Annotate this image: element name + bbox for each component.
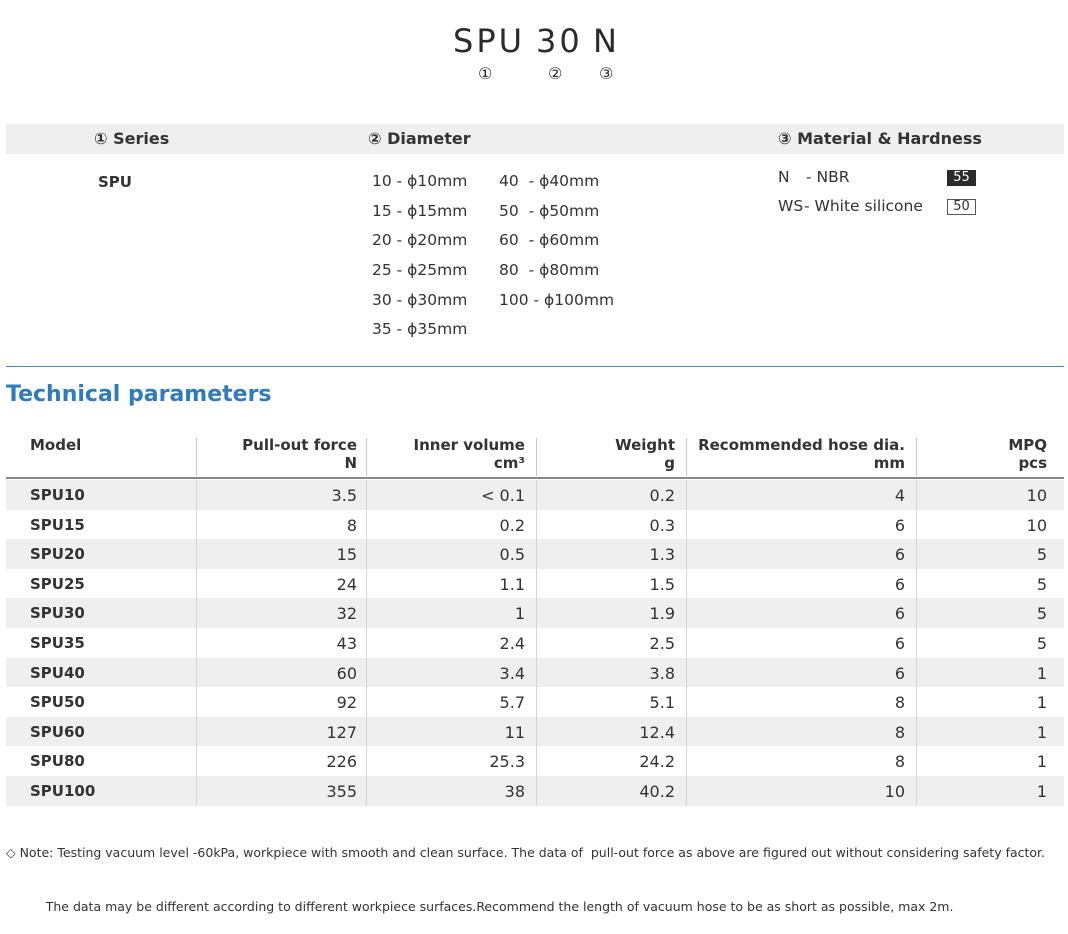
header-inner-volume [370, 436, 525, 472]
cell-model: SPU50 [30, 693, 85, 712]
column-separator [686, 539, 687, 569]
cell-weight: 40.2 [639, 782, 675, 801]
column-separator [366, 776, 367, 806]
column-separator [536, 746, 537, 776]
column-separator [686, 717, 687, 747]
cell-inner-volume: 11 [504, 722, 525, 742]
cell-hose-dia: 6 [894, 663, 905, 683]
cell-mpq: 10 [1026, 486, 1047, 505]
hardness-badge: 55 [947, 170, 976, 186]
column-separator [536, 687, 537, 717]
header-label: Model [30, 436, 82, 454]
cell-pull-out-force: 8 [346, 515, 357, 535]
cell-hose-dia: 8 [894, 722, 905, 742]
column-separator [536, 628, 537, 658]
column-separator [536, 510, 537, 540]
code-number-3: ③ [599, 64, 614, 83]
cell-inner-volume: 25.3 [489, 752, 525, 772]
cell-inner-volume: 5.7 [499, 693, 525, 713]
column-separator [196, 510, 197, 540]
header-separator [536, 438, 537, 476]
column-separator [196, 569, 197, 599]
table-row [6, 687, 1064, 717]
column-separator [366, 569, 367, 599]
cell-hose-dia: 8 [894, 752, 905, 772]
footnote-line-2: The data may be different according to different workpiece surfaces.Recommend the length of vacuum hose to be as short as possible, max 2m. [6, 899, 954, 914]
header-model [30, 436, 81, 454]
column-separator [536, 658, 537, 688]
material-code: N [778, 168, 790, 186]
column-separator [536, 539, 537, 569]
diameter-item: 35 - ϕ35mm [372, 320, 468, 338]
column-separator [686, 510, 687, 540]
cell-hose-dia: 6 [894, 545, 905, 565]
header-pull-out-force [200, 436, 357, 472]
material-code: WS [778, 197, 804, 215]
cell-pull-out-force: 355 [326, 782, 357, 801]
column-separator [366, 717, 367, 747]
table-row [6, 539, 1064, 569]
header-hose-dia [690, 436, 905, 472]
column-separator [366, 746, 367, 776]
cell-mpq: 5 [1036, 545, 1047, 565]
column-separator [196, 776, 197, 806]
diameter-heading: ② Diameter [368, 129, 471, 148]
column-separator [916, 658, 917, 688]
section-title: Technical parameters [6, 382, 272, 407]
header-separator [916, 438, 917, 476]
column-separator [366, 539, 367, 569]
column-separator [366, 658, 367, 688]
cell-weight: 5.1 [649, 693, 675, 713]
column-separator [686, 746, 687, 776]
section-divider [6, 366, 1064, 367]
cell-mpq: 1 [1036, 782, 1047, 801]
cell-mpq: 1 [1036, 693, 1047, 713]
cell-hose-dia: 6 [894, 634, 905, 653]
column-separator [536, 480, 537, 510]
diameter-item: 100 - ϕ100mm [499, 291, 615, 309]
product-code [0, 22, 1068, 92]
table-row [6, 658, 1064, 688]
column-separator [686, 628, 687, 658]
column-separator [686, 480, 687, 510]
column-separator [196, 598, 197, 628]
header-mpq [920, 436, 1047, 472]
column-separator [196, 687, 197, 717]
cell-mpq: 5 [1036, 604, 1047, 624]
column-separator [366, 598, 367, 628]
column-separator [916, 539, 917, 569]
cell-mpq: 1 [1036, 752, 1047, 772]
diameter-item: 40 - ϕ40mm [499, 172, 600, 190]
cell-pull-out-force: 3.5 [331, 486, 357, 505]
column-separator [536, 717, 537, 747]
cell-weight: 0.2 [649, 486, 675, 505]
column-separator [686, 598, 687, 628]
column-separator [916, 480, 917, 510]
column-separator [196, 539, 197, 569]
series-value: SPU [98, 173, 132, 191]
code-material: N [593, 22, 620, 60]
column-separator [916, 569, 917, 599]
header-label: MPQ [1008, 436, 1047, 454]
column-separator [916, 717, 917, 747]
table-row [6, 510, 1064, 540]
column-separator [366, 480, 367, 510]
cell-weight: 1.5 [649, 574, 675, 594]
header-separator [366, 438, 367, 476]
table-row [6, 628, 1064, 658]
cell-mpq: 1 [1036, 722, 1047, 742]
column-separator [366, 510, 367, 540]
cell-weight: 24.2 [639, 752, 675, 772]
diameter-item: 20 - ϕ20mm [372, 231, 468, 249]
column-separator [686, 687, 687, 717]
cell-inner-volume: 38 [504, 782, 525, 801]
cell-pull-out-force: 43 [336, 634, 357, 653]
cell-hose-dia: 4 [894, 486, 905, 505]
header-separator [196, 438, 197, 476]
cell-hose-dia: 6 [894, 604, 905, 624]
column-separator [366, 687, 367, 717]
cell-pull-out-force: 60 [336, 663, 357, 683]
cell-model: SPU100 [30, 782, 96, 800]
cell-mpq: 10 [1026, 515, 1047, 535]
cell-inner-volume: 0.2 [499, 515, 525, 535]
cell-pull-out-force: 92 [336, 693, 357, 713]
cell-pull-out-force: 226 [326, 752, 357, 772]
cell-hose-dia: 6 [894, 574, 905, 594]
cell-weight: 1.9 [649, 604, 675, 624]
code-number-2: ② [548, 64, 563, 83]
cell-hose-dia: 10 [884, 782, 905, 801]
column-separator [686, 776, 687, 806]
header-label: Inner volume [413, 436, 525, 454]
column-separator [916, 746, 917, 776]
cell-inner-volume: 1.1 [499, 574, 525, 594]
column-separator [916, 687, 917, 717]
cell-model: SPU60 [30, 722, 85, 741]
code-number-1: ① [478, 64, 493, 83]
cell-inner-volume: 3.4 [499, 663, 525, 683]
column-separator [916, 628, 917, 658]
cell-model: SPU25 [30, 574, 85, 593]
column-separator [196, 480, 197, 510]
column-separator [196, 746, 197, 776]
cell-pull-out-force: 32 [336, 604, 357, 624]
table-row [6, 569, 1064, 599]
header-unit: mm [873, 454, 905, 472]
cell-weight: 2.5 [649, 634, 675, 653]
cell-mpq: 5 [1036, 574, 1047, 594]
cell-hose-dia: 6 [894, 515, 905, 535]
material-name: - White silicone [804, 197, 923, 215]
cell-model: SPU40 [30, 663, 85, 682]
header-separator [686, 438, 687, 476]
table-row [6, 776, 1064, 806]
diameter-item: 30 - ϕ30mm [372, 291, 468, 309]
diameter-item: 10 - ϕ10mm [372, 172, 468, 190]
column-separator [536, 598, 537, 628]
header-unit: pcs [1018, 454, 1047, 472]
cell-mpq: 5 [1036, 634, 1047, 653]
header-rule [6, 477, 1064, 479]
header-label: Pull-out force [242, 436, 357, 454]
column-separator [916, 598, 917, 628]
cell-weight: 1.3 [649, 545, 675, 565]
code-diameter: 30 [536, 22, 583, 60]
footnote-line-1: ◇ Note: Testing vacuum level -60kPa, workpiece with smooth and clean surface. The data of pull-out force as above are figured out without considering safety factor. [6, 845, 1046, 860]
cell-inner-volume: 2.4 [499, 634, 525, 653]
diameter-item: 50 - ϕ50mm [499, 202, 600, 220]
table-row [6, 480, 1064, 510]
header-label: Recommended hose dia. [698, 436, 905, 454]
table-row [6, 717, 1064, 747]
cell-inner-volume: 1 [514, 604, 525, 624]
cell-pull-out-force: 127 [326, 722, 357, 742]
cell-model: SPU15 [30, 515, 85, 534]
column-separator [366, 628, 367, 658]
hardness-badge: 50 [947, 199, 976, 215]
code-series: SPU [453, 22, 526, 60]
series-heading: ① Series [94, 129, 170, 148]
header-unit: g [664, 454, 675, 472]
cell-hose-dia: 8 [894, 693, 905, 713]
diameter-item: 80 - ϕ80mm [499, 261, 600, 279]
cell-model: SPU30 [30, 604, 85, 623]
cell-mpq: 1 [1036, 663, 1047, 683]
header-weight [540, 436, 675, 472]
column-separator [686, 658, 687, 688]
cell-pull-out-force: 15 [336, 545, 357, 565]
header-label: Weight [615, 436, 675, 454]
column-separator [916, 510, 917, 540]
cell-weight: 0.3 [649, 515, 675, 535]
cell-model: SPU35 [30, 634, 85, 652]
cell-model: SPU20 [30, 545, 85, 564]
cell-weight: 3.8 [649, 663, 675, 683]
column-separator [686, 569, 687, 599]
diameter-item: 60 - ϕ60mm [499, 231, 600, 249]
column-separator [536, 776, 537, 806]
material-name: - NBR [806, 168, 850, 186]
cell-inner-volume: < 0.1 [481, 486, 525, 505]
column-separator [916, 776, 917, 806]
column-separator [196, 658, 197, 688]
table-row [6, 598, 1064, 628]
diameter-item: 15 - ϕ15mm [372, 202, 468, 220]
column-separator [196, 628, 197, 658]
diameter-item: 25 - ϕ25mm [372, 261, 468, 279]
column-separator [196, 717, 197, 747]
column-separator [536, 569, 537, 599]
cell-model: SPU80 [30, 752, 85, 771]
cell-pull-out-force: 24 [336, 574, 357, 594]
header-unit: N [344, 454, 357, 472]
material-heading: ③ Material & Hardness [778, 129, 982, 148]
cell-model: SPU10 [30, 486, 85, 504]
cell-inner-volume: 0.5 [499, 545, 525, 565]
table-row [6, 746, 1064, 776]
footnote [6, 808, 1045, 934]
cell-weight: 12.4 [639, 722, 675, 742]
header-unit: cm³ [493, 454, 525, 472]
